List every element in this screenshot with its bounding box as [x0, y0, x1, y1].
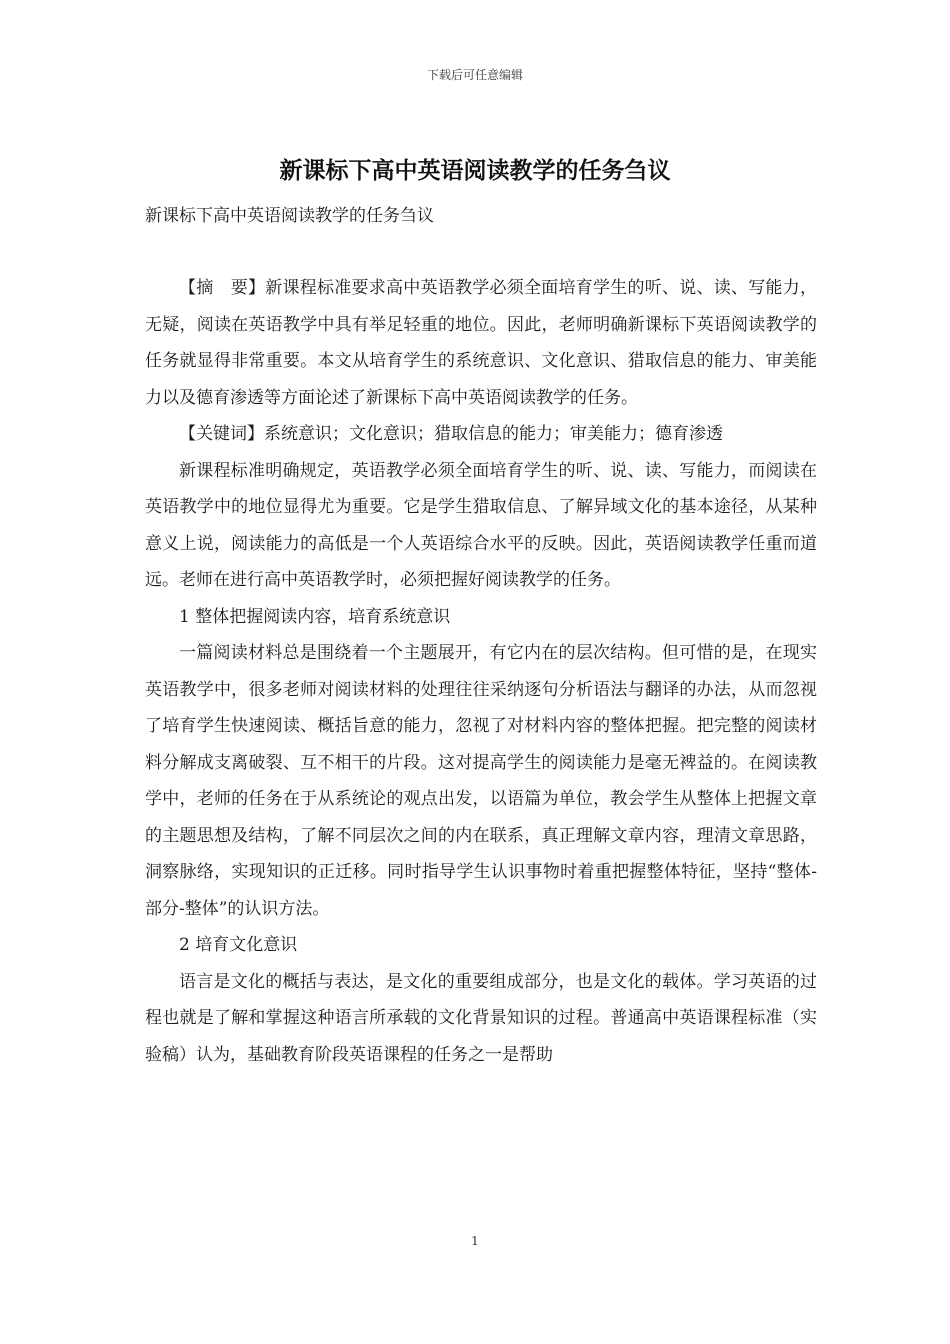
page-header-note: 下载后可任意编辑 — [426, 68, 523, 82]
section-heading-2: 2 培育文化意识 — [179, 935, 298, 955]
keywords-text: 系统意识；文化意识；猎取信息的能力；审美能力；德育渗透 — [264, 424, 723, 444]
abstract-paragraph — [145, 270, 817, 416]
document-title: 新课标下高中英语阅读教学的任务刍议 — [279, 157, 671, 184]
abstract-label: 【摘 要】 — [179, 278, 266, 298]
section-1-paragraph: 一篇阅读材料总是围绕着一个主题展开，有它内在的层次结构。但可惜的是，在现实英语教学中，很多老师对阅读材料的处理往往采纳逐句分析语法与翻译的办法，从而忽视了培育学生快速阅读、概括旨意的能力，忽视了对材料内容的整体把握。把完整的阅读材料分解成支离破裂、互不相干的片段。这对提高学生的阅读能力是毫无裨益的。在阅读教学中，老师的任务在于从系统论的观点出发，以语篇为单位，教会学生从整体上把握文章的主题思想及结构，了解不同层次之间的内在联系，真正理解文章内容，理清文章思路，洞察脉络，实现知识的正迁移。同时指导学生认识事物时着重把握整体特征，坚持“整体-部分-整体”的认识方法。 — [145, 643, 817, 919]
section-2-paragraph: 语言是文化的概括与表达，是文化的重要组成部分，也是文化的载体。学习英语的过程也就是了解和掌握这种语言所承载的文化背景知识的过程。普通高中英语课程标准（实验稿）认为，基础教育阶段英语课程的任务之一是帮助 — [145, 971, 817, 1065]
keywords-paragraph — [145, 416, 817, 453]
section-heading-1: 1 整体把握阅读内容，培育系统意识 — [179, 606, 451, 627]
document-body — [145, 270, 817, 1073]
abstract-text: 新课程标准要求高中英语教学必须全面培育学生的听、说、读、写能力，无疑，阅读在英语教学中具有举足轻重的地位。因此，老师明确新课标下英语阅读教学的任务就显得非常重要。本文从培育学生的系统意识、文化意识、猎取信息的能力、审美能力以及德育渗透等方面论述了新课标下高中英语阅读教学的任务。 — [145, 278, 817, 408]
document-subtitle: 新课标下高中英语阅读教学的任务刍议 — [145, 206, 434, 226]
keywords-label: 【关键词】 — [179, 424, 264, 444]
page-number: 1 — [471, 1234, 479, 1248]
intro-paragraph: 新课程标准明确规定，英语教学必须全面培育学生的听、说、读、写能力，而阅读在英语教学中的地位显得尤为重要。它是学生猎取信息、了解异域文化的基本途径，从某种意义上说，阅读能力的高低是一个人英语综合水平的反映。因此，英语阅读教学任重而道远。老师在进行高中英语教学时，必须把握好阅读教学的任务。 — [145, 460, 817, 590]
